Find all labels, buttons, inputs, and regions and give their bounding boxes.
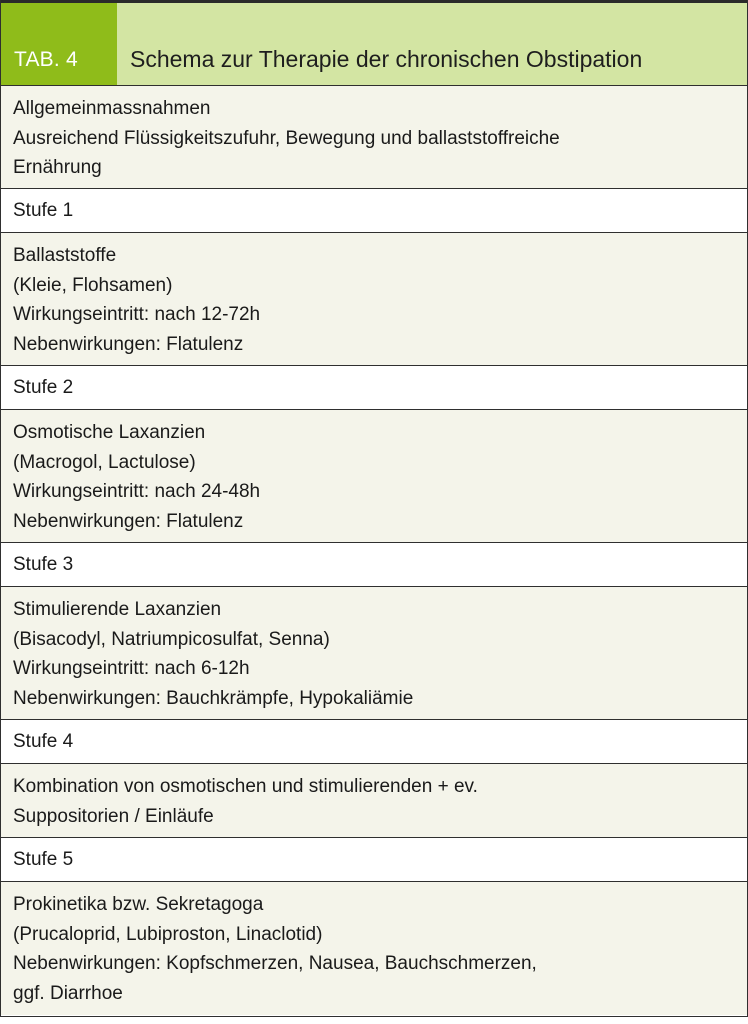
- stage-row: [1, 838, 747, 882]
- row-text-line: Stufe 4: [13, 731, 74, 752]
- content-row: [1, 86, 747, 189]
- row-text-line: Osmotische Laxanzien: [13, 422, 206, 443]
- row-text-line: (Kleie, Flohsamen): [13, 274, 173, 296]
- row-text-line: Wirkungseintritt: nach 24-48h: [13, 481, 261, 502]
- row-text-line: ggf. Diarrhoe: [13, 982, 123, 1004]
- row-text-line: (Macrogol, Lactulose): [13, 451, 196, 473]
- content-row: [1, 882, 747, 1015]
- table-number-label: TAB. 4: [1, 3, 117, 85]
- row-text-line: Prokinetika bzw. Sekretagoga: [13, 894, 264, 915]
- content-row: [1, 233, 747, 366]
- content-row: [1, 587, 747, 720]
- row-text-line: Allgemeinmassnahmen: [13, 98, 211, 119]
- row-text-line: (Prucaloprid, Lubiproston, Linaclotid): [13, 923, 323, 945]
- row-text-line: Stufe 5: [13, 849, 74, 870]
- row-text-line: (Bisacodyl, Natriumpicosulfat, Senna): [13, 628, 330, 650]
- row-text-line: Ballaststoffe: [13, 245, 117, 266]
- table-title: Schema zur Therapie der chronischen Obstipation: [117, 3, 747, 85]
- row-text-line: Ausreichend Flüssigkeitszufuhr, Bewegung und ballaststoffreiche: [13, 127, 560, 149]
- row-text-line: Stimulierende Laxanzien: [13, 599, 222, 620]
- content-row: [1, 410, 747, 543]
- content-row: [1, 764, 747, 838]
- row-text-line: Nebenwirkungen: Bauchkrämpfe, Hypokaliämie: [13, 687, 414, 709]
- stage-row: [1, 543, 747, 587]
- row-text-line: Stufe 1: [13, 200, 74, 221]
- stage-row: [1, 720, 747, 764]
- row-text-line: Kombination von osmotischen und stimulierenden + ev.: [13, 776, 478, 797]
- table-header: [1, 0, 747, 86]
- row-text-line: Nebenwirkungen: Kopfschmerzen, Nausea, Bauchschmerzen,: [13, 953, 537, 974]
- table-body: [1, 86, 747, 1015]
- row-text-line: Wirkungseintritt: nach 12-72h: [13, 304, 261, 325]
- row-text-line: Suppositorien / Einläufe: [13, 805, 214, 827]
- row-text-line: Ernährung: [13, 157, 102, 178]
- stage-row: [1, 366, 747, 410]
- row-text-line: Nebenwirkungen: Flatulenz: [13, 333, 244, 355]
- row-text-line: Nebenwirkungen: Flatulenz: [13, 510, 244, 532]
- row-text-line: Stufe 3: [13, 554, 74, 575]
- row-text-line: Stufe 2: [13, 377, 74, 398]
- stage-row: [1, 189, 747, 233]
- row-text-line: Wirkungseintritt: nach 6-12h: [13, 658, 250, 679]
